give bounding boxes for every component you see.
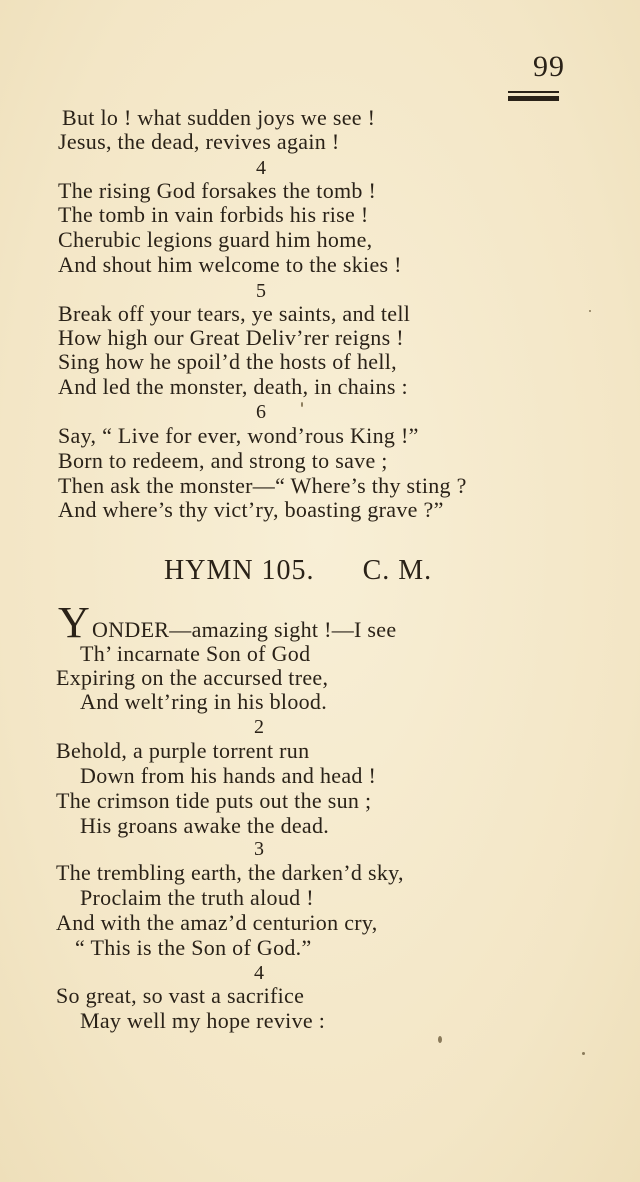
header-rule-thick	[508, 96, 559, 101]
verse-number: 6	[256, 401, 266, 423]
hymn-heading	[164, 555, 480, 587]
page-number: 99	[533, 50, 565, 83]
paper-speck	[589, 310, 591, 312]
verse-line: The trembling earth, the darken’d sky,	[56, 860, 404, 885]
verse-line: Born to redeem, and strong to save ;	[58, 448, 388, 473]
verse-line: ONDER—amazing sight !—I see	[92, 617, 397, 642]
verse-line: May well my hope revive :	[80, 1008, 326, 1033]
verse-number: 4	[254, 962, 264, 984]
paper-speck	[301, 402, 303, 407]
verse-line: And welt’ring in his blood.	[80, 689, 328, 714]
verse-line: So great, so vast a sacrifice	[56, 983, 305, 1008]
verse-number: 3	[254, 838, 264, 860]
paper-speck	[438, 1036, 442, 1043]
verse-line: The crimson tide puts out the sun ;	[56, 788, 372, 813]
verse-line: “ This is the Son of God.”	[75, 935, 312, 960]
verse-line: Down from his hands and head !	[80, 763, 377, 788]
verse-line: And where’s thy vict’ry, boasting grave ?”	[58, 497, 444, 522]
verse-line: Proclaim the truth aloud !	[80, 885, 314, 910]
drop-cap: Y	[58, 598, 90, 647]
verse-line: His groans awake the dead.	[80, 813, 330, 838]
verse-number: 2	[254, 716, 264, 738]
header-rule-thin	[508, 91, 559, 93]
verse-line: Then ask the monster—“ Where’s thy sting ?	[58, 473, 467, 498]
hymn-meter: C. M.	[362, 555, 433, 586]
paper-speck	[582, 1052, 585, 1055]
verse-line: And shout him welcome to the skies !	[58, 252, 402, 277]
verse-number: 5	[256, 280, 266, 302]
verse-line: And with the amaz’d centurion cry,	[56, 910, 378, 935]
verse-line: Break off your tears, ye saints, and tell	[58, 301, 411, 326]
verse-line: Jesus, the dead, revives again !	[58, 129, 340, 154]
verse-number: 4	[256, 157, 266, 179]
verse-line: Th’ incarnate Son of God	[80, 641, 311, 666]
verse-line: And led the monster, death, in chains :	[58, 374, 408, 399]
verse-line: Cherubic legions guard him home,	[58, 227, 373, 252]
verse-line: How high our Great Deliv’rer reigns !	[58, 325, 404, 350]
verse-line: The tomb in vain forbids his rise !	[58, 202, 369, 227]
verse-line: Say, “ Live for ever, wond’rous King !”	[58, 423, 419, 448]
verse-line: Behold, a purple torrent run	[56, 738, 310, 763]
verse-line: Expiring on the accursed tree,	[56, 665, 329, 690]
verse-line: Sing how he spoil’d the hosts of hell,	[58, 349, 397, 374]
verse-line: The rising God forsakes the tomb !	[58, 178, 377, 203]
verse-line: But lo ! what sudden joys we see !	[62, 105, 376, 130]
hymn-title: HYMN 105.	[164, 555, 315, 586]
